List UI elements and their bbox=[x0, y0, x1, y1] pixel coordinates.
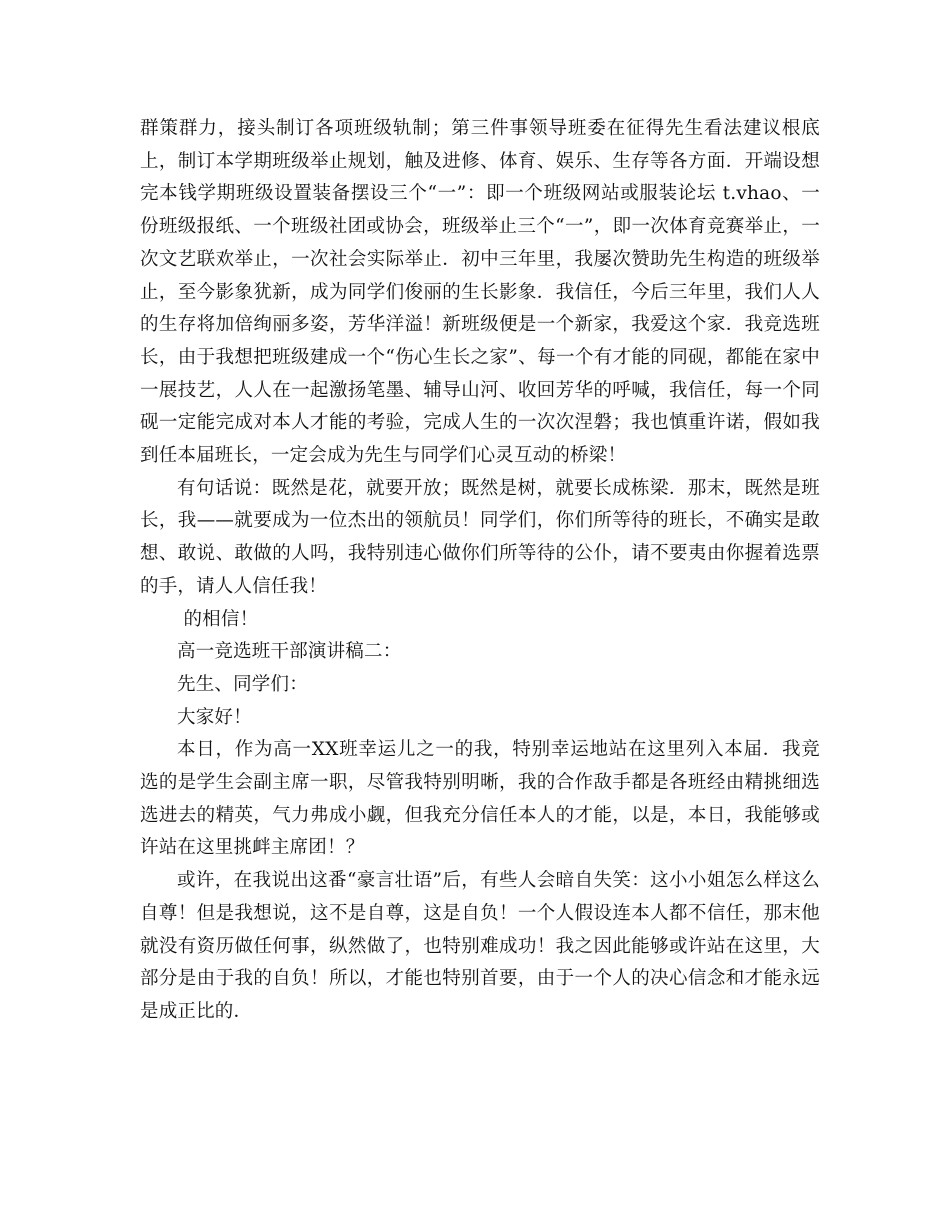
paragraph-1: 群策群力，接头制订各项班级轨制；第三件事领导班委在征得先生看法建议根底上，制订本学期班级举止规划，触及进修、体育、娱乐、生存等各方面．开端设想完本钱学期班级设置装备摆设三个“一”：即一个班级网站或服装论坛 t.vhao、一份班级报纸、一个班级社团或协会，班级举止三个“一”，即一次体育竞赛举止，一次文艺联欢举止，一次社会实际举止．初中三年里，我屡次赞助先生构造的班级举止，至今影象犹新，成为同学们俊丽的生长影象．我信任，今后三年里，我们人人的生存将加倍绚丽多姿，芳华洋溢！新班级便是一个新家，我爱这个家．我竞选班长，由于我想把班级建成一个“伤心生长之家”、每一个有才能的同砚，都能在家中一展技艺，人人在一起激扬笔墨、辅导山河、收回芳华的呼喊，我信任，每一个同砚一定能完成对本人才能的考验，完成人生的一次次涅磐；我也慎重许诺，假如我到任本届班长，一定会成为先生与同学们心灵互动的桥梁！ bbox=[140, 118, 820, 467]
paragraph-2: 有句话说：既然是花，就要开放；既然是树，就要长成栋梁．那末，既然是班长，我——就要成为一位杰出的领航员！同学们，你们所等待的班长，不确实是敢想、敢说、敢做的人吗，我特别违心做你们所等待的公仆，请不要夷由你握着选票的手，请人人信任我！ bbox=[140, 477, 820, 597]
paragraph-3: 的相信！ bbox=[183, 608, 259, 630]
greeting: 大家好！ bbox=[177, 706, 252, 728]
section-heading: 高一竞选班干部演讲稿二： bbox=[177, 641, 402, 663]
paragraph-8: 或许，在我说出这番“豪言壮语”后，有些人会暗自失笑：这小小姐怎么样这么自尊！但是我想说，这不是自尊，这是自负！一个人假设连本人都不信任，那末他就没有资历做任何事，纵然做了，也特别难成功！我之因此能够或许站在这里，大部分是由于我的自负！所以，才能也特别首要，由于一个人的决心信念和才能永远是成正比的． bbox=[140, 870, 820, 1022]
document-body bbox=[140, 113, 820, 1029]
salutation: 先生、同学们： bbox=[177, 673, 308, 695]
paragraph-7: 本日，作为高一XX班幸运儿之一的我，特别幸运地站在这里列入本届．我竞选的是学生会副主席一职，尽管我特别明晰，我的合作敌手都是各班经由精挑细选选进去的精英，气力弗成小觑，但我充分信任本人的才能，以是，本日，我能够或许站在这里挑衅主席团！？ bbox=[140, 739, 820, 859]
